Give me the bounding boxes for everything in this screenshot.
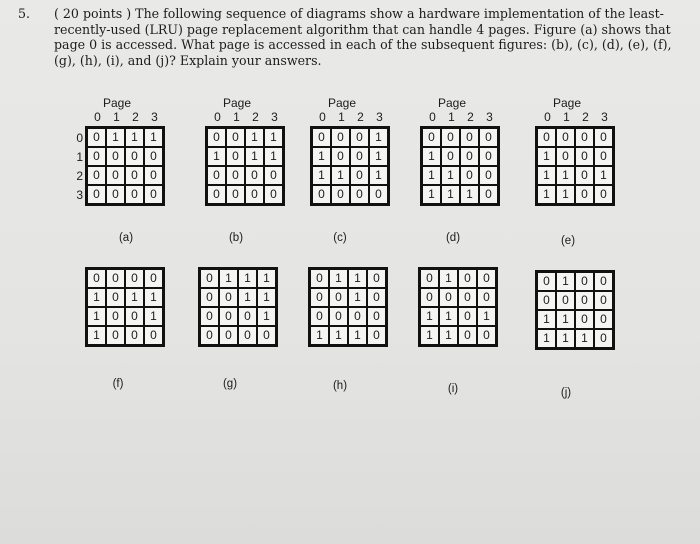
row-labels [71,129,83,205]
matrix-cell: 0 [265,186,282,203]
column-label: 2 [582,110,589,124]
matrix-cell: 0 [538,129,555,146]
matrix-cell: 1 [258,289,275,306]
matrix-cell: 0 [332,129,349,146]
matrix-cell: 1 [440,308,457,325]
matrix-cell: 0 [370,186,387,203]
matrix-cell: 1 [538,167,555,184]
matrix-cell: 0 [557,292,574,309]
matrix-cell: 0 [557,148,574,165]
matrix-cell: 1 [440,327,457,344]
matrix-cell: 1 [557,186,574,203]
column-label: 1 [338,110,345,124]
matrix-cell: 1 [421,308,438,325]
diagram-caption: (g) [222,378,238,390]
question-text [18,6,678,68]
column-label: 2 [357,110,364,124]
matrix-cell: 1 [442,167,459,184]
matrix-cell: 0 [595,292,612,309]
column-label: 1 [233,110,240,124]
matrix-cell: 0 [480,186,497,203]
matrix-cell: 1 [220,270,237,287]
matrix-cell: 0 [576,186,593,203]
matrix-cell: 0 [145,167,162,184]
matrix-cell: 0 [576,311,593,328]
matrix-cell: 0 [595,273,612,290]
matrix-cell: 1 [126,129,143,146]
column-labels [313,110,389,124]
matrix-cell: 1 [107,129,124,146]
row-label: 0 [76,131,83,145]
matrix-cell: 1 [557,311,574,328]
matrix-cell: 0 [313,186,330,203]
matrix-cell: 0 [595,311,612,328]
diagram-caption: (j) [560,387,572,399]
matrix-cell: 0 [265,167,282,184]
matrix-cell: 1 [557,330,574,347]
column-label: 3 [376,110,383,124]
row-label: 2 [76,169,83,183]
diagram-caption: (i) [447,383,459,395]
matrix-cell: 1 [258,308,275,325]
matrix-cell: 0 [239,308,256,325]
matrix-cell: 0 [421,289,438,306]
matrix-cell: 0 [478,270,495,287]
matrix-cell: 0 [311,308,328,325]
lru-matrix [198,267,278,347]
matrix-cell: 1 [313,167,330,184]
diagram-caption: (f) [112,378,124,390]
matrix-cell: 0 [557,129,574,146]
row-label: 1 [76,150,83,164]
matrix-cell: 0 [368,270,385,287]
column-label: 2 [252,110,259,124]
matrix-cell: 0 [440,289,457,306]
matrix-cell: 1 [423,167,440,184]
matrix-cell: 0 [201,308,218,325]
matrix-cell: 0 [227,129,244,146]
matrix-cell: 1 [461,186,478,203]
matrix-cell: 1 [557,167,574,184]
matrix-cell: 1 [349,289,366,306]
matrix-cell: 0 [313,129,330,146]
diagram-caption: (d) [445,232,461,244]
matrix-cell: 0 [459,327,476,344]
lru-matrix [535,270,615,350]
matrix-cell: 0 [220,308,237,325]
matrix-cell: 0 [480,167,497,184]
matrix-cell: 1 [576,330,593,347]
matrix-cell: 0 [227,148,244,165]
matrix-cell: 0 [239,327,256,344]
matrix-cell: 0 [351,167,368,184]
matrix-cell: 0 [126,327,143,344]
matrix-cell: 0 [368,308,385,325]
diagram-caption: (b) [228,232,244,244]
column-label: 2 [467,110,474,124]
matrix-cell: 0 [145,186,162,203]
column-labels [538,110,614,124]
column-label: 1 [113,110,120,124]
matrix-cell: 0 [246,167,263,184]
lru-matrix [85,267,165,347]
question-number: 5. [18,6,31,21]
matrix-cell: 0 [88,129,105,146]
matrix-cell: 0 [595,129,612,146]
matrix-cell: 1 [88,289,105,306]
diagram-caption: (a) [118,232,134,244]
matrix-cell: 0 [107,327,124,344]
matrix-cell: 1 [311,327,328,344]
matrix-cell: 0 [459,270,476,287]
matrix-cell: 0 [368,327,385,344]
page-label: Page [102,96,132,110]
column-label: 3 [601,110,608,124]
column-label: 3 [151,110,158,124]
lru-matrix [310,126,390,206]
matrix-cell: 0 [201,270,218,287]
matrix-cell: 1 [349,270,366,287]
matrix-cell: 0 [107,308,124,325]
column-label: 0 [319,110,326,124]
matrix-cell: 0 [220,289,237,306]
matrix-cell: 0 [351,148,368,165]
matrix-cell: 0 [311,270,328,287]
column-labels [88,110,164,124]
matrix-cell: 0 [88,186,105,203]
matrix-cell: 1 [423,186,440,203]
matrix-cell: 0 [126,167,143,184]
column-label: 1 [448,110,455,124]
matrix-cell: 1 [421,327,438,344]
matrix-cell: 1 [478,308,495,325]
matrix-cell: 0 [351,186,368,203]
matrix-cell: 0 [201,327,218,344]
matrix-cell: 1 [88,308,105,325]
matrix-cell: 0 [227,186,244,203]
matrix-cell: 0 [88,167,105,184]
page-label: Page [222,96,252,110]
lru-matrix [535,126,615,206]
matrix-cell: 1 [332,167,349,184]
matrix-cell: 0 [220,327,237,344]
matrix-cell: 1 [330,270,347,287]
matrix-cell: 0 [576,148,593,165]
column-label: 2 [132,110,139,124]
matrix-cell: 0 [576,129,593,146]
matrix-cell: 0 [595,148,612,165]
matrix-cell: 0 [88,270,105,287]
matrix-cell: 1 [370,129,387,146]
matrix-cell: 0 [351,129,368,146]
matrix-cell: 0 [595,186,612,203]
matrix-cell: 0 [332,148,349,165]
question-line-1: 5. ( 20 points ) The following sequence of diagrams show a hardware implementation of the least- [18,6,664,21]
matrix-cell: 0 [311,289,328,306]
matrix-cell: 1 [239,270,256,287]
matrix-cell: 1 [126,289,143,306]
matrix-cell: 0 [538,273,555,290]
matrix-cell: 0 [461,167,478,184]
matrix-cell: 1 [246,129,263,146]
matrix-cell: 0 [145,270,162,287]
matrix-cell: 1 [145,129,162,146]
matrix-cell: 0 [461,148,478,165]
matrix-cell: 1 [538,311,555,328]
matrix-cell: 0 [332,186,349,203]
matrix-cell: 0 [107,270,124,287]
matrix-cell: 1 [88,327,105,344]
column-label: 0 [544,110,551,124]
matrix-cell: 0 [459,308,476,325]
matrix-cell: 1 [208,148,225,165]
matrix-cell: 1 [538,148,555,165]
matrix-cell: 0 [538,292,555,309]
matrix-cell: 1 [370,148,387,165]
matrix-cell: 1 [349,327,366,344]
matrix-cell: 1 [370,167,387,184]
page-label: Page [552,96,582,110]
lru-matrix [418,267,498,347]
lru-matrix [85,126,165,206]
column-label: 3 [271,110,278,124]
matrix-cell: 1 [313,148,330,165]
question-line-2: recently-used (LRU) page replacement algorithm that can handle 4 pages. Figure (a) shows that [54,21,671,37]
matrix-cell: 0 [145,327,162,344]
column-label: 0 [214,110,221,124]
matrix-cell: 1 [265,148,282,165]
matrix-cell: 1 [440,270,457,287]
column-label: 0 [429,110,436,124]
question-line-4: (g), (h), (i), and (j)? Explain your answers. [54,52,322,68]
lru-matrix [420,126,500,206]
matrix-cell: 0 [88,148,105,165]
matrix-cell: 1 [538,186,555,203]
matrix-cell: 0 [107,289,124,306]
diagram-caption: (h) [332,380,348,392]
matrix-cell: 0 [107,148,124,165]
matrix-cell: 0 [478,327,495,344]
page-label: Page [437,96,467,110]
matrix-cell: 0 [126,270,143,287]
matrix-cell: 0 [126,186,143,203]
matrix-cell: 0 [227,167,244,184]
matrix-cell: 0 [126,308,143,325]
matrix-cell: 1 [538,330,555,347]
column-labels [423,110,499,124]
matrix-cell: 1 [145,308,162,325]
matrix-cell: 1 [239,289,256,306]
matrix-cell: 0 [349,308,366,325]
matrix-cell: 0 [107,167,124,184]
matrix-cell: 0 [595,330,612,347]
diagram-caption: (c) [333,232,347,244]
matrix-cell: 0 [576,167,593,184]
matrix-cell: 0 [423,129,440,146]
diagram-caption: (e) [560,235,576,247]
matrix-cell: 0 [258,327,275,344]
column-label: 3 [486,110,493,124]
lru-matrix [205,126,285,206]
column-labels [208,110,284,124]
matrix-cell: 0 [480,148,497,165]
question-line-3: page 0 is accessed. What page is accessed in each of the subsequent figures: (b), (c), (d), (e), (f), [54,37,672,52]
page-label: Page [327,96,357,110]
matrix-cell: 0 [480,129,497,146]
matrix-cell: 0 [478,289,495,306]
matrix-cell: 0 [576,273,593,290]
matrix-cell: 0 [208,186,225,203]
column-label: 0 [94,110,101,124]
matrix-cell: 1 [330,327,347,344]
matrix-cell: 0 [442,148,459,165]
lru-matrix [308,267,388,347]
matrix-cell: 1 [442,186,459,203]
matrix-cell: 0 [442,129,459,146]
matrix-cell: 0 [208,129,225,146]
matrix-cell: 0 [368,289,385,306]
matrix-cell: 0 [330,289,347,306]
matrix-cell: 1 [265,129,282,146]
matrix-cell: 0 [330,308,347,325]
matrix-cell: 0 [576,292,593,309]
matrix-cell: 0 [421,270,438,287]
matrix-cell: 1 [423,148,440,165]
row-label: 3 [76,188,83,202]
matrix-cell: 0 [461,129,478,146]
matrix-cell: 1 [595,167,612,184]
matrix-cell: 1 [557,273,574,290]
matrix-cell: 1 [246,148,263,165]
matrix-cell: 0 [107,186,124,203]
matrix-cell: 1 [258,270,275,287]
matrix-cell: 0 [201,289,218,306]
matrix-cell: 0 [126,148,143,165]
matrix-cell: 0 [145,148,162,165]
column-label: 1 [563,110,570,124]
matrix-cell: 0 [246,186,263,203]
matrix-cell: 0 [459,289,476,306]
matrix-cell: 0 [208,167,225,184]
matrix-cell: 1 [145,289,162,306]
